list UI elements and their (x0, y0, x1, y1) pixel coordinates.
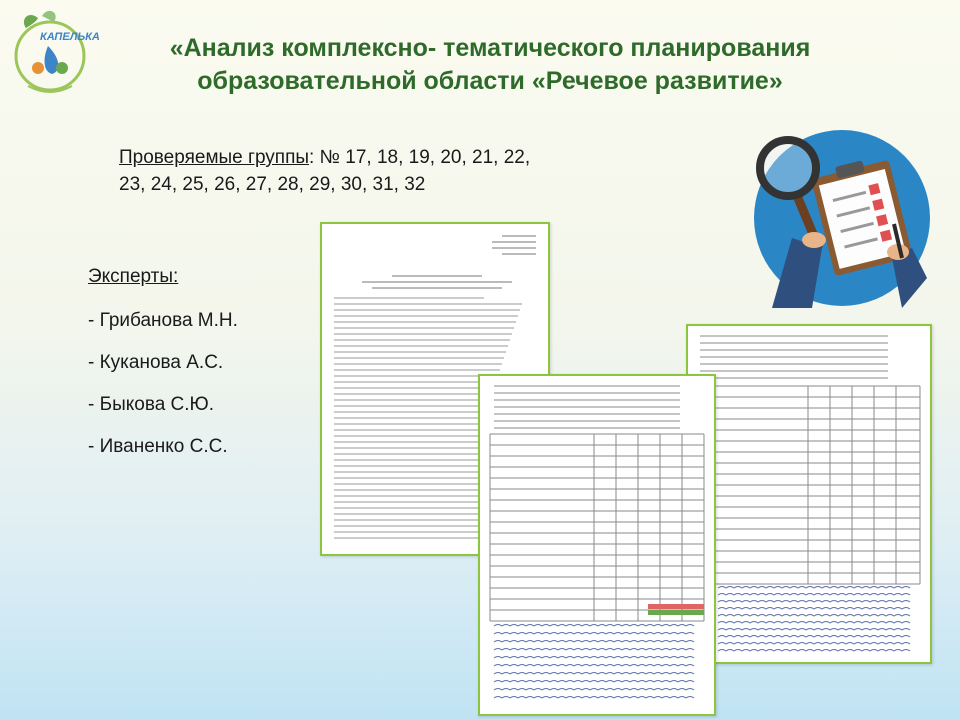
title-line-1: «Анализ комплексно- тематического планирования (169, 34, 811, 62)
title-line-2: образовательной области «Речевое развитие» (197, 67, 783, 95)
logo-icon (8, 6, 104, 98)
expert-item: - Быкова С.Ю. (88, 394, 215, 415)
checklist-document-3 (478, 374, 716, 716)
magnifier-clipboard-icon (752, 128, 932, 308)
checklist-table-document-icon (688, 326, 930, 662)
groups-label: Проверяемые группы (119, 147, 310, 168)
checklist-table-document-icon (480, 376, 714, 714)
expert-item: - Грибанова М.Н. (88, 310, 238, 331)
page-title (110, 32, 870, 98)
experts-header: Эксперты: (88, 266, 179, 287)
groups-colon: : (309, 147, 315, 168)
kindergarten-logo (8, 6, 104, 98)
experts-list (88, 266, 238, 478)
magnifier-clipboard-illustration (752, 128, 932, 308)
checklist-document-2 (686, 324, 932, 664)
groups-line-1: № 17, 18, 19, 20, 21, 22, (314, 147, 531, 168)
expert-item: - Куканова А.С. (88, 352, 224, 373)
expert-item: - Иваненко С.С. (88, 436, 228, 457)
logo-text: КАПЕЛЬКА (40, 31, 100, 43)
checked-groups (119, 144, 679, 198)
groups-line-2: 23, 24, 25, 26, 27, 28, 29, 30, 31, 32 (119, 174, 426, 195)
